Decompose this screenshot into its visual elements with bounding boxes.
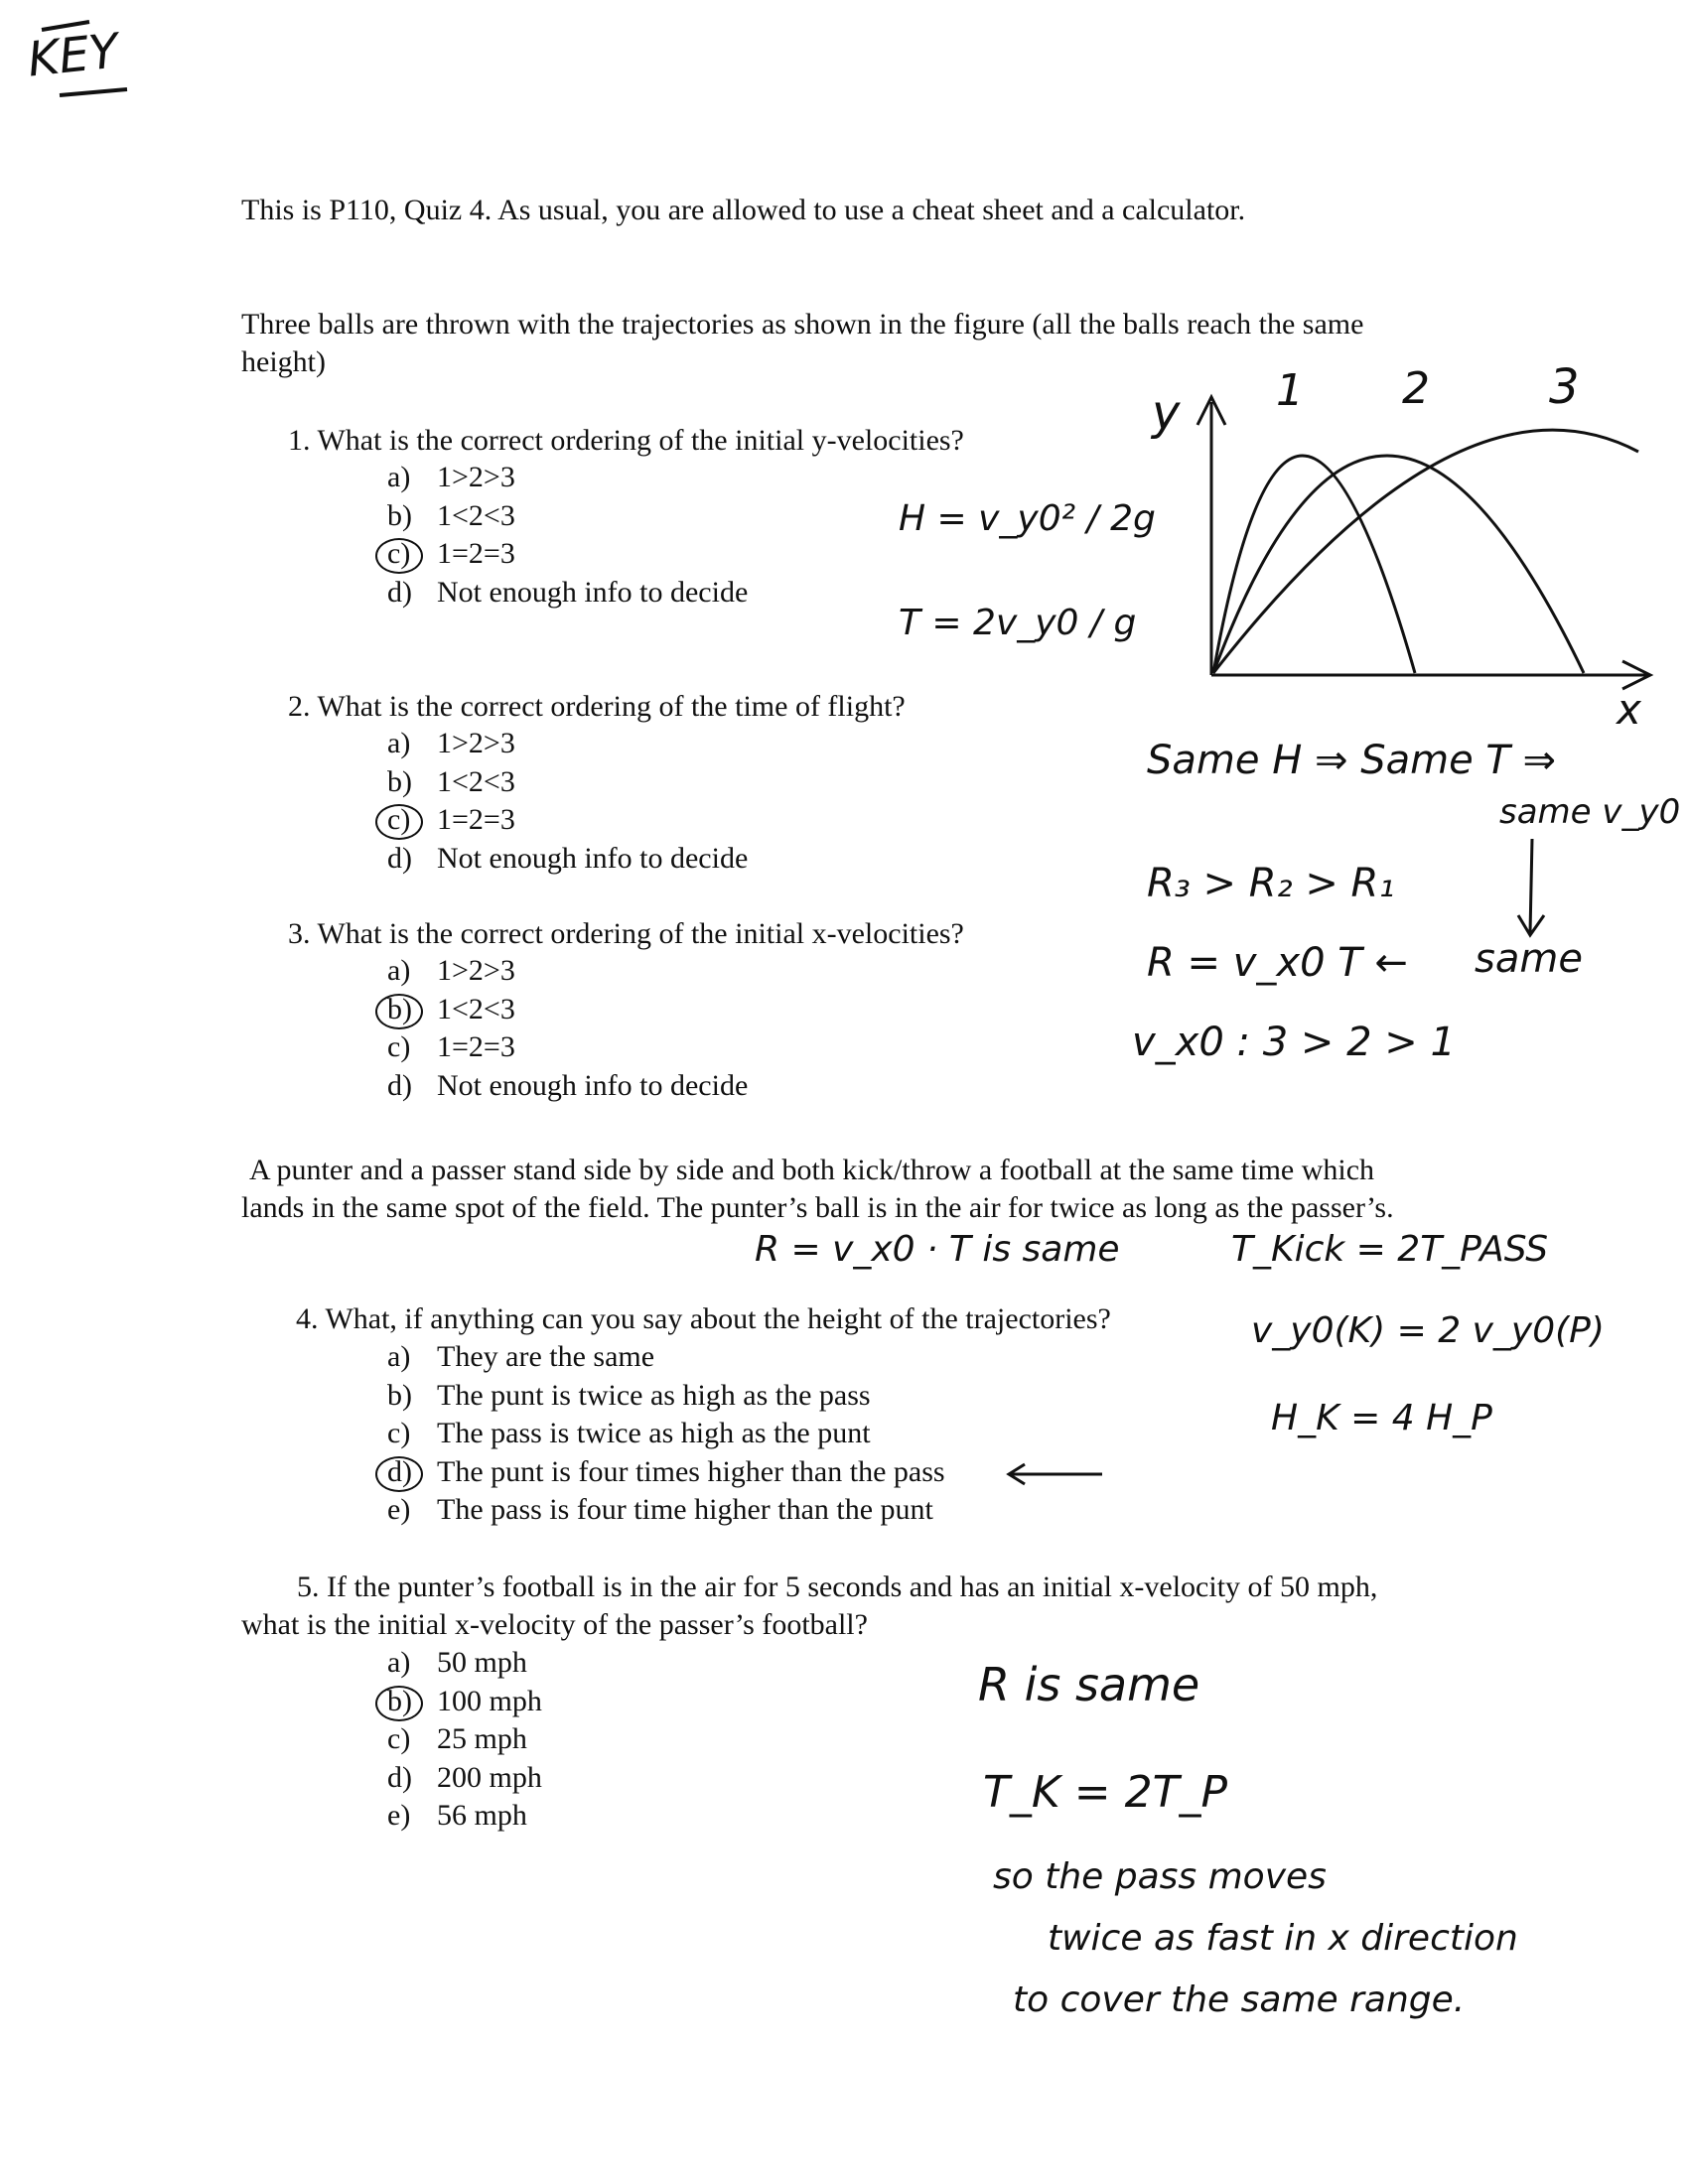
- question-4-options: [387, 1338, 945, 1530]
- trajectory-label-2: 2: [1402, 363, 1430, 414]
- option-letter: c): [387, 1722, 411, 1755]
- option-letter: c): [387, 535, 437, 574]
- option-text: The punt is twice as high as the pass: [437, 1378, 871, 1412]
- same-vy0-note: same v_y0: [1499, 792, 1681, 832]
- explanation-line-2: twice as fast in x direction: [1048, 1918, 1518, 1959]
- option-letter: a): [387, 727, 411, 759]
- option-text: 1>2>3: [437, 727, 515, 759]
- option-text: 1=2=3: [437, 803, 515, 836]
- option-text: The pass is twice as high as the punt: [437, 1417, 871, 1449]
- range-formula-note: R = v_x0 T ←: [1147, 940, 1408, 986]
- option-letter: d): [387, 1453, 437, 1492]
- option-5e[interactable]: [387, 1797, 542, 1836]
- question-5-prompt: 5. If the punter’s football is in the air for 5 seconds and has an initial x-velocity of 50 mph, what is the initial x-velocity of the passer’s football?: [241, 1570, 1378, 1641]
- option-text: 1<2<3: [437, 498, 515, 532]
- option-3b-selected[interactable]: [387, 991, 748, 1029]
- option-letter: b): [387, 991, 437, 1029]
- option-1b[interactable]: [387, 497, 748, 536]
- option-letter: a): [387, 1646, 411, 1679]
- option-letter: d): [387, 1760, 412, 1794]
- option-letter: d): [387, 841, 412, 875]
- option-4c[interactable]: [387, 1415, 945, 1453]
- option-text: Not enough info to decide: [437, 575, 749, 609]
- option-5a[interactable]: [387, 1644, 542, 1683]
- option-letter: a): [387, 1340, 411, 1373]
- question-2-prompt: 2. What is the correct ordering of the time of flight?: [288, 690, 906, 723]
- option-2c-selected[interactable]: [387, 801, 748, 840]
- option-letter: e): [387, 1493, 411, 1526]
- key-label: KEY: [25, 23, 121, 88]
- option-letter: b): [387, 1378, 412, 1412]
- question-5-options: [387, 1644, 542, 1836]
- option-1a[interactable]: [387, 459, 748, 497]
- option-letter: d): [387, 575, 412, 609]
- question-3-prompt: 3. What is the correct ordering of the initial x-velocities?: [288, 917, 964, 950]
- option-2d[interactable]: [387, 840, 748, 879]
- trajectory-label-3: 3: [1549, 359, 1580, 415]
- option-text: 1=2=3: [437, 537, 515, 570]
- question-1-options: [387, 459, 748, 612]
- option-letter: b): [387, 1683, 437, 1721]
- question-1-prompt: 1. What is the correct ordering of the initial y-velocities?: [288, 424, 964, 457]
- option-text: 1<2<3: [437, 992, 515, 1025]
- question-2-options: [387, 725, 748, 878]
- option-4a[interactable]: [387, 1338, 945, 1377]
- explanation-line-1: so the pass moves: [993, 1856, 1327, 1897]
- option-letter: a): [387, 954, 411, 987]
- option-letter: b): [387, 764, 412, 798]
- option-text: 50 mph: [437, 1646, 527, 1679]
- explanation-line-3: to cover the same range.: [1013, 1979, 1466, 2020]
- quiz-intro: This is P110, Quiz 4. As usual, you are allowed to use a cheat sheet and a calculator.: [241, 194, 1246, 226]
- option-3a[interactable]: [387, 952, 748, 991]
- option-text: 56 mph: [437, 1799, 527, 1832]
- option-letter: b): [387, 498, 412, 532]
- option-5c[interactable]: [387, 1720, 542, 1759]
- trajectory-label-1: 1: [1276, 365, 1304, 416]
- option-text: They are the same: [437, 1340, 655, 1373]
- option-letter: c): [387, 1030, 411, 1063]
- answer-arrow: [1003, 1459, 1112, 1489]
- vx-order-note: v_x0 : 3 > 2 > 1: [1132, 1020, 1456, 1065]
- option-5b-selected[interactable]: [387, 1683, 542, 1721]
- option-text: 1>2>3: [437, 461, 515, 493]
- option-letter: a): [387, 461, 411, 493]
- option-4b[interactable]: [387, 1377, 945, 1416]
- trajectory-1: [1213, 456, 1415, 673]
- option-2a[interactable]: [387, 725, 748, 763]
- option-letter: c): [387, 1417, 411, 1449]
- option-4e[interactable]: [387, 1491, 945, 1530]
- option-letter: c): [387, 801, 437, 840]
- option-text: 1<2<3: [437, 764, 515, 798]
- height-formula: H = v_y0² / 2g: [899, 498, 1156, 539]
- x-axis-label: x: [1617, 685, 1641, 734]
- option-text: The punt is four times higher than the pass: [437, 1454, 945, 1488]
- down-arrow: [1514, 834, 1554, 943]
- option-1c-selected[interactable]: [387, 535, 748, 574]
- same-note: same: [1475, 936, 1583, 982]
- option-2b[interactable]: [387, 763, 748, 802]
- option-text: 25 mph: [437, 1722, 527, 1755]
- tk-tp-note: T_K = 2T_P: [983, 1767, 1227, 1818]
- section1-text: Three balls are thrown with the trajectories as shown in the figure (all the balls reach the same height): [241, 308, 1364, 378]
- option-1d[interactable]: [387, 574, 748, 613]
- x-axis: [1211, 661, 1650, 689]
- option-text: Not enough info to decide: [437, 841, 749, 875]
- same-chain-note: Same H ⇒ Same T ⇒: [1147, 738, 1557, 783]
- range-order-note: R₃ > R₂ > R₁: [1147, 861, 1395, 906]
- r-same-note: R is same: [978, 1658, 1200, 1711]
- range-same-note: R = v_x0 · T is same: [755, 1229, 1120, 1270]
- option-text: 1>2>3: [437, 954, 515, 987]
- option-text: 200 mph: [437, 1760, 542, 1794]
- trajectory-figure: [1132, 357, 1668, 735]
- section2-text: A punter and a passer stand side by side and both kick/throw a football at the same time which lands in the same spot of the field. The punter’s ball is in the air for twice as long as the passer’s.: [241, 1154, 1394, 1224]
- option-3d[interactable]: [387, 1067, 748, 1106]
- h-relation-note: H_K = 4 H_P: [1271, 1398, 1492, 1438]
- option-text: Not enough info to decide: [437, 1068, 749, 1102]
- option-3c[interactable]: [387, 1028, 748, 1067]
- option-letter: d): [387, 1068, 412, 1102]
- option-5d[interactable]: [387, 1759, 542, 1798]
- time-formula: T = 2v_y0 / g: [899, 603, 1137, 643]
- option-text: 1=2=3: [437, 1030, 515, 1063]
- y-axis-label: y: [1152, 385, 1181, 441]
- key-underline: [20, 0, 139, 109]
- option-4d-selected[interactable]: [387, 1453, 945, 1492]
- t-kick-note: T_Kick = 2T_PASS: [1231, 1229, 1549, 1270]
- option-text: 100 mph: [437, 1684, 542, 1717]
- question-4-prompt: 4. What, if anything can you say about the height of the trajectories?: [296, 1302, 1111, 1335]
- option-text: The pass is four time higher than the punt: [437, 1493, 933, 1526]
- question-3-options: [387, 952, 748, 1105]
- vy-relation-note: v_y0(K) = 2 v_y0(P): [1251, 1310, 1605, 1351]
- option-letter: e): [387, 1799, 411, 1832]
